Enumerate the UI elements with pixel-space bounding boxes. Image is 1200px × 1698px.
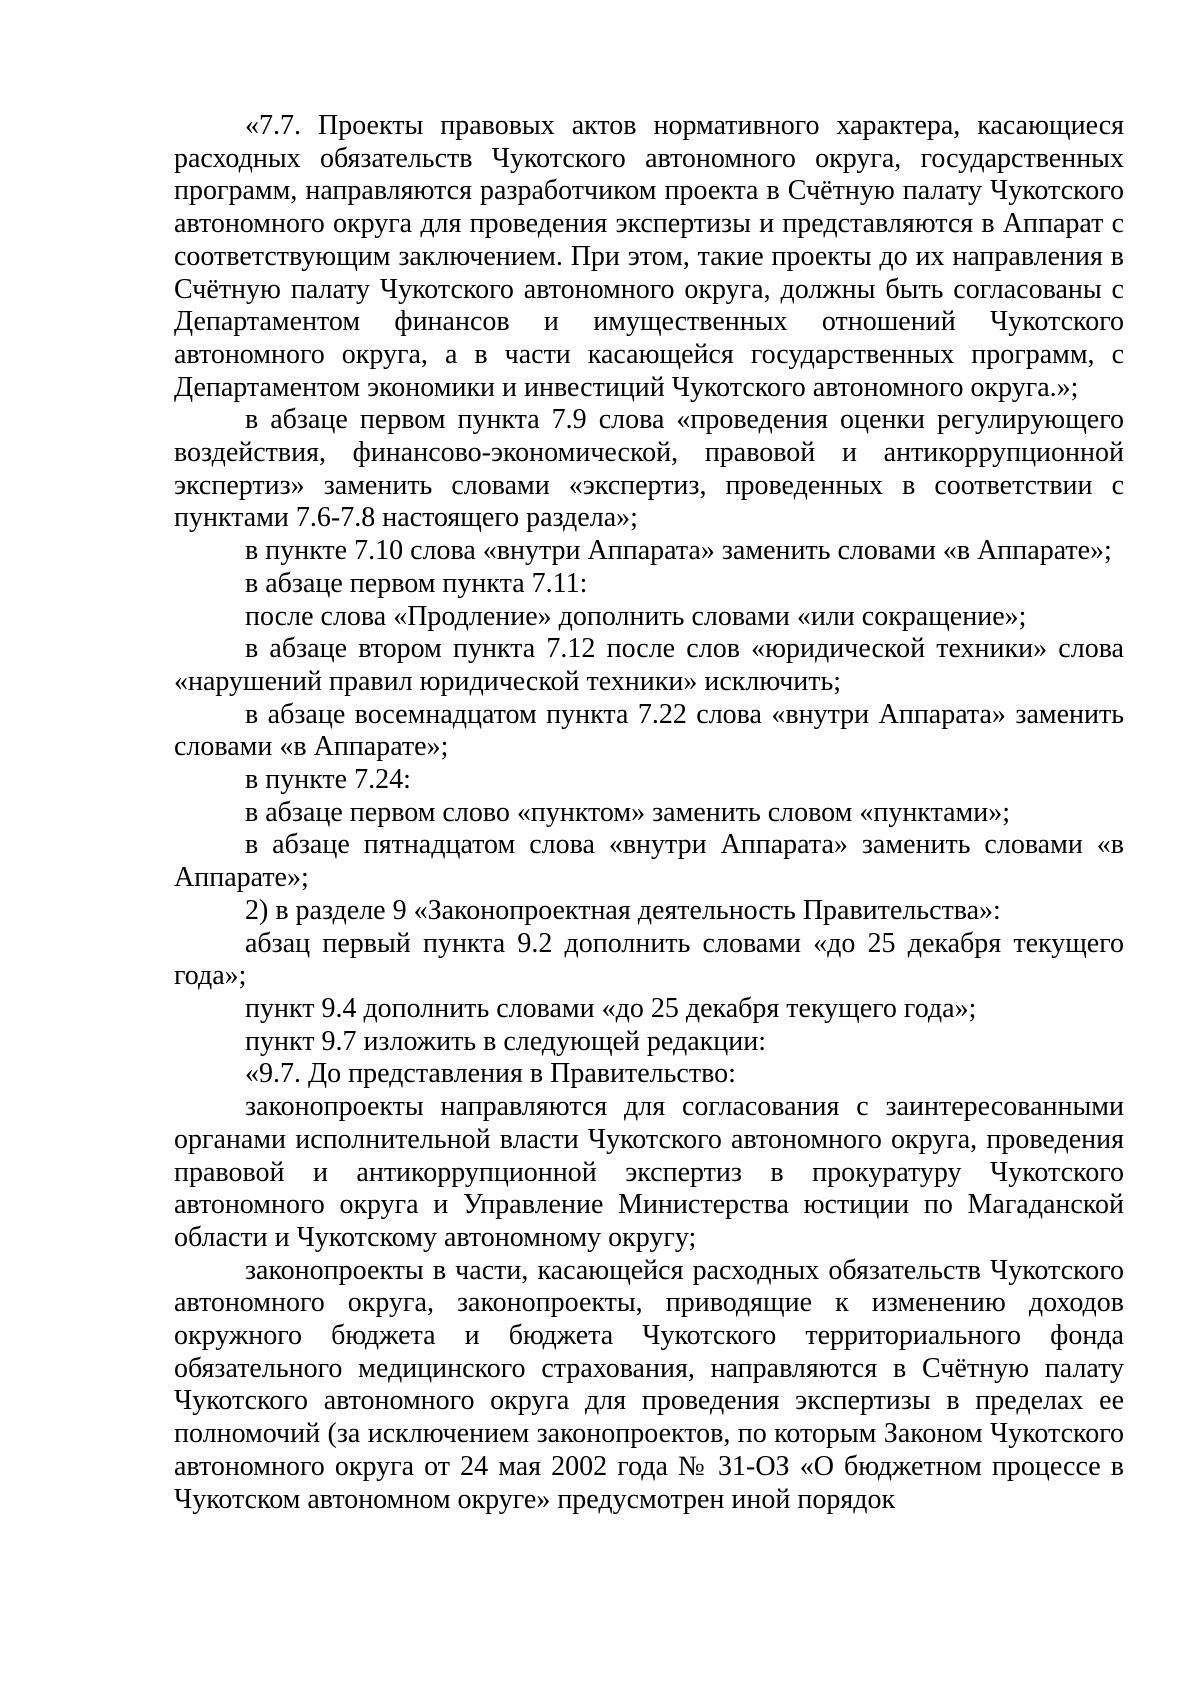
paragraph-7-24: в пункте 7.24:: [245, 764, 411, 796]
paragraph-7-12: в абзаце втором пункта 7.12 после слов «юридической техники» слова «нарушений правил юридической техники» исключить;: [174, 633, 1124, 697]
paragraph-7-11-text: после слова «Продление» дополнить словами «или сокращение»;: [245, 600, 1027, 632]
paragraph-7-24-fifteenth: в абзаце пятнадцатом слова «внутри Аппарата» заменить словами «в Аппарате»;: [174, 829, 1124, 894]
paragraph-section-9: 2) в разделе 9 «Законопроектная деятельность Правительства»:: [245, 894, 1001, 926]
document-body: [174, 110, 1124, 1516]
paragraph-9-2: абзац первый пункта 9.2 дополнить словами «до 25 декабря текущего года»;: [174, 927, 1124, 992]
paragraph-7-7: «7.7. Проекты правовых актов нормативного характера, касающиеся расходных обязательств Чукотского автономного округа, государственных программ, направляются разработчиком проекта в Счётную палату Чукотского автономного округа для проведения экспертизы и представляются в Аппарат с соответствующим заключением. При этом, такие проекты до их направления в Счётную палату Чукотского автономного округа, должны быть согласованы с Департаментом финансов и имущественных отношений Чукотского автономного округа, а в части касающейся государственных программ, с Департаментом экономики и инвестиций Чукотского автономного округа.»;: [174, 110, 1124, 403]
paragraph-bills-approval: законопроекты направляются для согласования с заинтересованными органами исполнительной власти Чукотского автономного округа, проведения правовой и антикоррупционной экспертиз в прокуратуру Чукотского автономного округа и Управление Министерства юстиции по Магаданской области и Чукотскому автономному округу;: [174, 1091, 1124, 1253]
paragraph-9-7-quote: «9.7. До представления в Правительство:: [245, 1058, 736, 1090]
paragraph-7-22: в абзаце восемнадцатом пункта 7.22 слова «внутри Аппарата» заменить словами «в Аппарате»;: [174, 698, 1124, 763]
paragraph-9-7: пункт 9.7 изложить в следующей редакции:: [245, 1025, 766, 1057]
paragraph-7-11: в абзаце первом пункта 7.11:: [245, 567, 588, 599]
paragraph-9-4: пункт 9.4 дополнить словами «до 25 декабря текущего года»;: [245, 992, 977, 1024]
paragraph-7-10: в пункте 7.10 слова «внутри Аппарата» заменить словами «в Аппарате»;: [245, 535, 1112, 567]
paragraph-7-24-first: в абзаце первом слово «пунктом» заменить словом «пунктами»;: [245, 796, 1011, 828]
paragraph-bills-expenditure: законопроекты в части, касающейся расходных обязательств Чукотского автономного округа, законопроекты, приводящие к изменению доходов окружного бюджета и бюджета Чукотского территориального фонда обязательного медицинского страхования, направляются в Счётную палату Чукотского автономного округа для проведения экспертизы в пределах ее полномочий (за исключением законопроектов, по которым Законом Чукотского автономного округа от 24 мая 2002 года № 31-ОЗ «О бюджетном процессе в Чукотском автономном округе» предусмотрен иной порядок: [174, 1254, 1124, 1515]
paragraph-7-9: в абзаце первом пункта 7.9 слова «проведения оценки регулирующего воздействия, финансово-экономической, правовой и антикоррупционной экспертиз» заменить словами «экспертиз, проведенных в соответствии с пунктами 7.6-7.8 настоящего раздела»;: [174, 404, 1124, 534]
